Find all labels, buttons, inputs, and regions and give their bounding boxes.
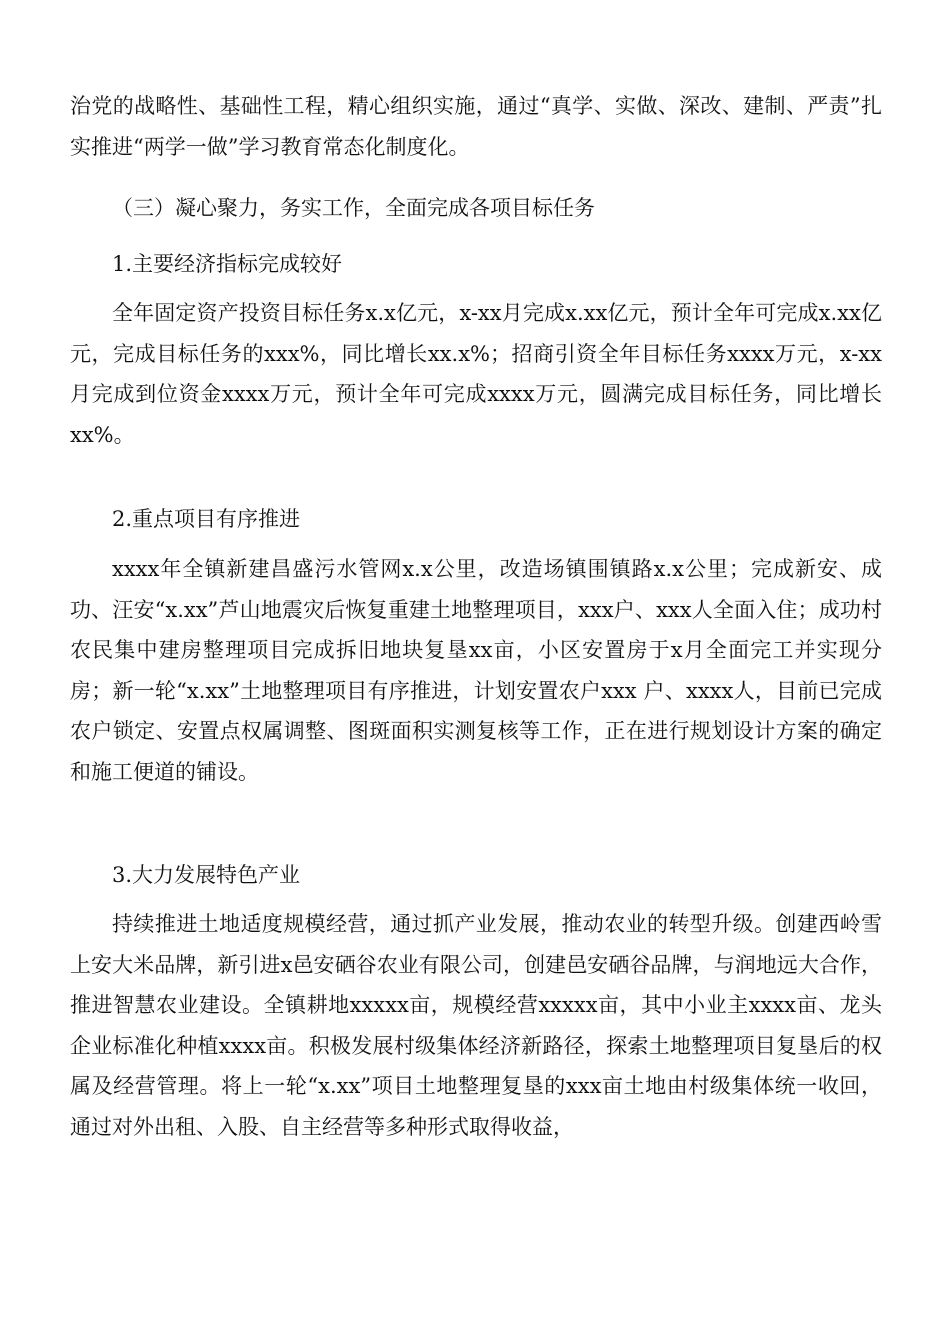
section-heading-3: （三）凝心聚力，务实工作，全面完成各项目标任务 xyxy=(112,196,595,220)
subheading-2: 2.重点项目有序推进 xyxy=(112,507,301,531)
subheading-3: 3.大力发展特色产业 xyxy=(112,863,301,887)
paragraph-intro: 治党的战略性、基础性工程，精心组织实施，通过“真学、实做、深改、建制、严责”扎实推进“两学一做”学习教育常态化制度化。 xyxy=(70,94,882,159)
paragraph-industry: 持续推进土地适度规模经营，通过抓产业发展，推动农业的转型升级。创建西岭雪上安大米品牌，新引进x邑安硒谷农业有限公司，创建邑安硒谷品牌，与润地远大合作，推进智慧农业建设。全镇耕地xxxxx亩，规模经营xxxxx亩，其中小业主xxxx亩、龙头企业标准化种植xxxx亩。积极发展村级集体经济新路径，探索土地整理项目复垦后的权属及经营管理。将上一轮“x.xx”项目土地整理复垦的xxx亩土地由村级集体统一收回，通过对外出租、入股、自主经营等多种形式取得收益， xyxy=(70,912,882,1139)
paragraph-key-projects: xxxx年全镇新建昌盛污水管网x.x公里，改造场镇围镇路x.x公里；完成新安、成功、汪安“x.xx”芦山地震灾后恢复重建土地整理项目，xxx户、xxx人全面入住；成功村农民集中建房整理项目完成拆旧地块复垦xx亩，小区安置房于x月全面完工并实现分房；新一轮“x.xx”土地整理项目有序推进，计划安置农户xxx 户、xxxx人，目前已完成农户锁定、安置点权属调整、图斑面积实测复核等工作，正在进行规划设计方案的确定和施工便道的铺设。 xyxy=(70,557,882,784)
subheading-1: 1.主要经济指标完成较好 xyxy=(112,252,343,276)
paragraph-economic-indicators: 全年固定资产投资目标任务x.x亿元，x-xx月完成x.xx亿元，预计全年可完成x.xx亿元，完成目标任务的xxx%，同比增长xx.x%；招商引资全年目标任务xxxx万元，x-xx月完成到位资金xxxx万元，预计全年可完成xxxx万元，圆满完成目标任务，同比增长xx%。 xyxy=(70,301,882,447)
